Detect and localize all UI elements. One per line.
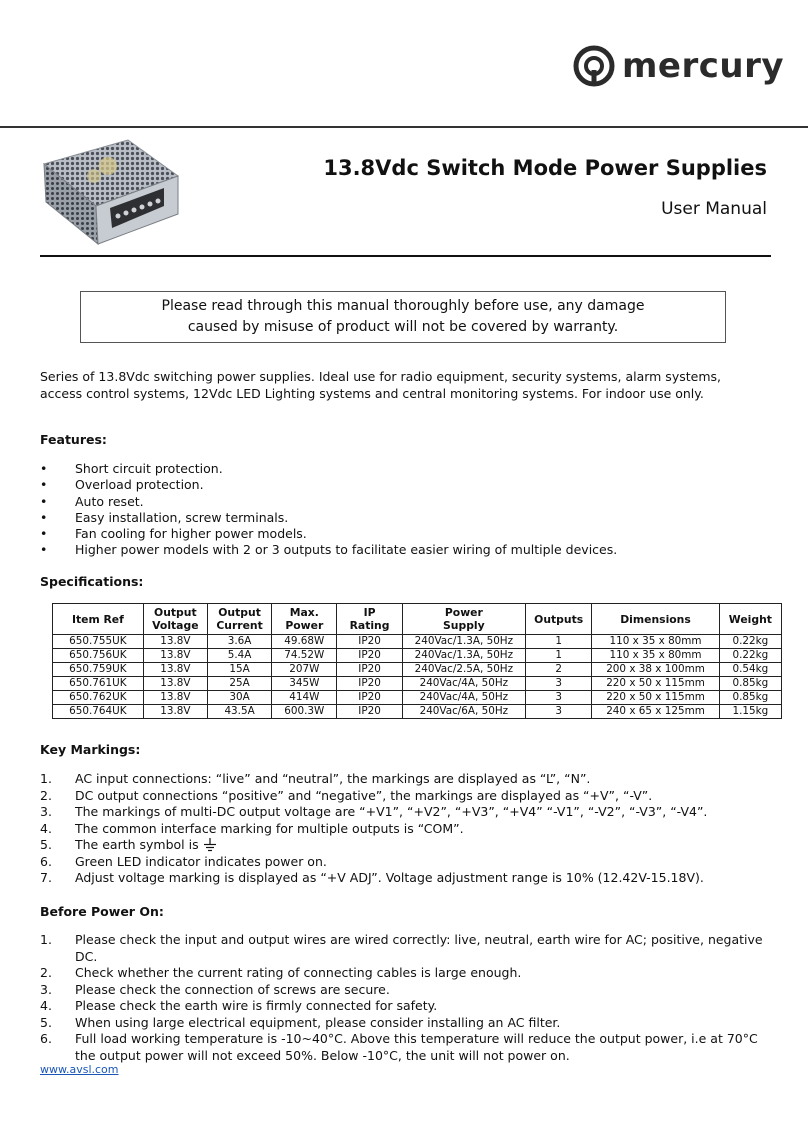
table-cell: 13.8V [143,691,207,705]
table-cell: 0.22kg [719,635,781,649]
table-row [53,663,782,677]
item-text: Green LED indicator indicates power on. [75,853,327,869]
table-cell: 1 [526,649,592,663]
feature-text: Short circuit protection. [75,461,223,476]
table-cell: 13.8V [143,705,207,719]
table-cell: IP20 [337,705,402,719]
brand-name: mercury [622,46,785,86]
column-header: Max. Power [272,604,337,635]
feature-text: Auto reset. [75,493,144,509]
table-row [53,635,782,649]
specifications-heading: Specifications: [40,574,144,589]
notice-line-1: Please read through this manual thoroughly before use, any damage [161,298,645,314]
list-item [40,932,780,965]
item-text: DC output connections “positive” and “negative”, the markings are displayed as “+V”, “-V”. [75,787,653,803]
table-cell: 650.762UK [53,691,144,705]
item-number: 6. [40,1031,52,1046]
page-subtitle: User Manual [661,199,767,219]
table-row [53,649,782,663]
notice-line-2: caused by misuse of product will not be covered by warranty. [187,319,619,335]
table-cell: 15A [207,663,271,677]
table-cell: 3.6A [207,635,271,649]
table-row [53,705,782,719]
bullet-icon: • [40,493,48,509]
table-cell: 600.3W [272,705,337,719]
bullet-icon: • [40,542,48,558]
specifications-table-body [53,635,782,719]
item-text: The markings of multi-DC output voltage are “+V1”, “+V2”, “+V3”, “+V4” “-V1”, “-V2”, “-V3”, “-V4”. [75,804,708,819]
table-cell: 0.85kg [719,691,781,705]
list-item [40,837,780,854]
column-header: Item Ref [53,604,144,635]
list-item [40,461,617,477]
table-cell: 1 [526,635,592,649]
item-number: 5. [40,1014,52,1030]
table-cell: IP20 [337,649,402,663]
column-header: Weight [719,604,781,635]
table-cell: 2 [526,663,592,677]
table-cell: 3 [526,677,592,691]
table-cell: 240Vac/1.3A, 50Hz [402,635,525,649]
list-item [40,982,780,999]
item-text: The common interface marking for multiple outputs is “COM”. [75,820,464,836]
before-power-on-heading: Before Power On: [40,904,164,919]
table-cell: 220 x 50 x 115mm [592,691,719,705]
table-cell: 414W [272,691,337,705]
feature-text: Higher power models with 2 or 3 outputs to facilitate easier wiring of multiple devices. [75,542,618,558]
list-item [40,804,780,821]
table-cell: 1.15kg [719,705,781,719]
list-item [40,477,617,493]
intro-paragraph: Series of 13.8Vdc switching power supplies. Ideal use for radio equipment, security systems, alarm systems, access control systems, 12Vdc LED Lighting systems and central monitoring systems. For indoor use only. [40,369,721,401]
list-item [40,1031,780,1064]
features-heading: Features: [40,432,107,447]
table-cell: 240Vac/2.5A, 50Hz [402,663,525,677]
item-number: 4. [40,820,52,836]
table-row [53,691,782,705]
table-cell: 3 [526,705,592,719]
table-cell: 43.5A [207,705,271,719]
list-item [40,854,780,871]
table-cell: IP20 [337,677,402,691]
table-cell: 110 x 35 x 80mm [592,649,719,663]
bullet-icon: • [40,477,48,493]
column-header: Outputs [526,604,592,635]
header-divider [0,126,808,128]
table-cell: 650.759UK [53,663,144,677]
table-cell: 13.8V [143,663,207,677]
item-number: 1. [40,771,52,786]
list-item [40,494,617,510]
table-cell: 207W [272,663,337,677]
table-cell: 49.68W [272,635,337,649]
table-cell: 345W [272,677,337,691]
table-cell: 74.52W [272,649,337,663]
table-cell: 650.756UK [53,649,144,663]
column-header: IP Rating [337,604,402,635]
table-cell: 0.22kg [719,649,781,663]
title-divider [40,255,771,257]
table-cell: IP20 [337,663,402,677]
table-cell: 25A [207,677,271,691]
website-link[interactable]: www.avsl.com [40,1063,119,1076]
table-header-row [53,604,782,635]
feature-text: Easy installation, screw terminals. [75,509,289,525]
table-cell: 240Vac/1.3A, 50Hz [402,649,525,663]
table-cell: 220 x 50 x 115mm [592,677,719,691]
list-item [40,542,617,558]
features-list [40,461,617,559]
list-item [40,771,780,788]
list-item [40,965,780,982]
item-text: Full load working temperature is -10~40°C. Above this temperature will reduce the output power, i.e at 70°C the output power will not exceed 50%. Below -10°C, the unit will not power on. [75,1031,758,1063]
item-number: 4. [40,998,52,1013]
list-item [40,510,617,526]
list-item [40,1015,780,1032]
table-cell: 240Vac/4A, 50Hz [402,691,525,705]
table-cell: 3 [526,691,592,705]
earth-ground-icon [203,838,217,852]
table-cell: 110 x 35 x 80mm [592,635,719,649]
table-cell: 650.755UK [53,635,144,649]
warranty-notice-box [80,291,726,343]
table-row [53,677,782,691]
before-power-on-list [40,932,780,1064]
item-text: Please check the connection of screws are secure. [75,981,390,997]
table-cell: IP20 [337,691,402,705]
page-title: 13.8Vdc Switch Mode Power Supplies [323,156,767,180]
table-cell: 13.8V [143,649,207,663]
feature-text: Fan cooling for higher power models. [75,526,307,542]
item-text: Please check the earth wire is firmly connected for safety. [75,998,438,1013]
list-item [40,821,780,838]
column-header: Power Supply [402,604,525,635]
table-cell: 240Vac/6A, 50Hz [402,705,525,719]
bullet-icon: • [40,509,48,525]
item-text: Please check the input and output wires are wired correctly: live, neutral, earth wire for AC; positive, negative DC. [75,932,763,964]
table-cell: 650.761UK [53,677,144,691]
table-cell: 650.764UK [53,705,144,719]
key-markings-list [40,771,780,887]
power-supply-product-image [40,136,180,248]
item-text: The earth symbol is [75,837,199,852]
table-cell: 30A [207,691,271,705]
column-header: Dimensions [592,604,719,635]
item-text: Adjust voltage marking is displayed as “+V ADJ”. Voltage adjustment range is 10% (12.42V-15.18V). [75,870,704,885]
table-cell: 240 x 65 x 125mm [592,705,719,719]
bullet-icon: • [40,526,48,542]
item-text: AC input connections: “live” and “neutral”, the markings are displayed as “L”, “N”. [75,771,591,786]
item-number: 3. [40,981,52,997]
table-cell: 240Vac/4A, 50Hz [402,677,525,691]
item-text: When using large electrical equipment, please consider installing an AC filter. [75,1014,561,1030]
feature-text: Overload protection. [75,477,204,493]
item-number: 3. [40,804,52,819]
table-cell: 13.8V [143,677,207,691]
item-number: 5. [40,837,52,852]
table-cell: 5.4A [207,649,271,663]
table-cell: IP20 [337,635,402,649]
mercury-logo [572,44,784,88]
list-item [40,998,780,1015]
list-item [40,870,780,887]
list-item [40,526,617,542]
column-header: Output Current [207,604,271,635]
bullet-icon: • [40,461,48,476]
list-item [40,788,780,805]
item-text: Check whether the current rating of connecting cables is large enough. [75,965,522,980]
item-number: 2. [40,787,52,803]
item-number: 7. [40,870,52,885]
table-cell: 200 x 38 x 100mm [592,663,719,677]
item-number: 1. [40,932,52,947]
key-markings-heading: Key Markings: [40,742,141,757]
specifications-table [52,603,782,719]
table-cell: 0.85kg [719,677,781,691]
table-cell: 13.8V [143,635,207,649]
item-number: 6. [40,853,52,869]
item-number: 2. [40,965,52,980]
table-cell: 0.54kg [719,663,781,677]
column-header: Output Voltage [143,604,207,635]
mercury-logo-icon [572,44,616,88]
